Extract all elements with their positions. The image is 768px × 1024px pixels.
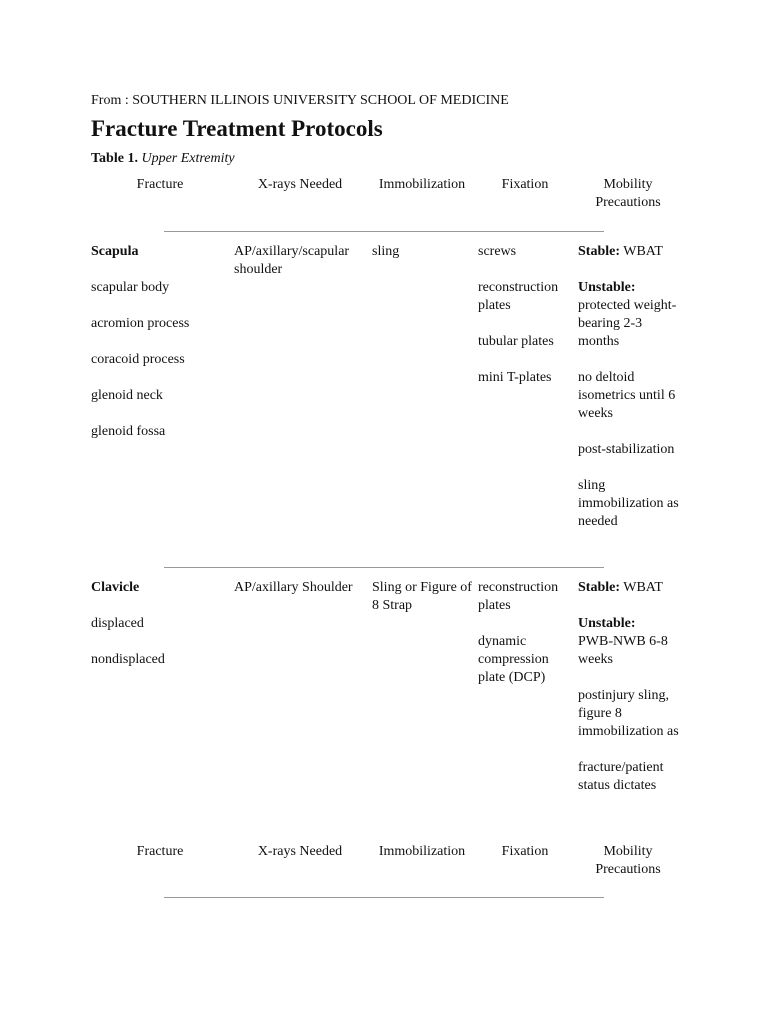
immobilization-cell: sling [372,244,400,259]
mobility-note: post-stabilization [578,442,675,457]
fracture-subtype: displaced [91,616,144,631]
mobility-note: no deltoid isometrics until 6 weeks [578,370,676,421]
fracture-name: Scapula [91,244,139,259]
mobility-cell [578,579,682,795]
header-fracture: Fracture [136,844,184,859]
fracture-subtype: acromion process [91,316,190,331]
fixation-item: dynamic compression plate (DCP) [478,634,549,685]
mobility-note: postinjury sling, figure 8 immobilization as [578,688,679,739]
header-fixation: Fixation [501,177,549,192]
unstable-text: PWB-NWB 6-8 weeks [578,634,668,667]
unstable-label: Unstable: [578,280,636,295]
fixation-cell [478,579,570,687]
unstable-label: Unstable: [578,616,636,631]
stable-text: WBAT [623,580,663,595]
table-caption-label: Table 1. [91,151,138,166]
xrays-cell: AP/axillary Shoulder [234,580,353,595]
header-fracture: Fracture [136,177,184,192]
table-row-clavicle-fracture [91,579,226,669]
stable-text: WBAT [623,244,663,259]
unstable-text: protected weight-bearing 2-3 months [578,298,677,349]
fixation-item: mini T-plates [478,370,552,385]
xrays-cell: AP/axillary/scapular shoulder [234,244,350,277]
header-immobilization: Immobilization [378,177,466,192]
fracture-subtype: scapular body [91,280,170,295]
mobility-note: sling immobilization as needed [578,478,679,529]
fracture-name: Clavicle [91,580,140,595]
table-caption-text: Upper Extremity [141,151,235,166]
fixation-item: screws [478,244,517,259]
row-divider [164,567,604,568]
mobility-stable [578,243,682,261]
source-line: From : SOUTHERN ILLINOIS UNIVERSITY SCHOOL OF MEDICINE [91,93,509,108]
fracture-subtype: glenoid fossa [91,424,166,439]
fixation-cell [478,243,570,387]
fixation-item: tubular plates [478,334,554,349]
stable-label: Stable: [578,244,620,259]
table-row-scapula-fracture [91,243,226,441]
header-mobility: Mobility Precautions [595,844,661,877]
fracture-subtype: nondisplaced [91,652,165,667]
header-mobility: Mobility Precautions [595,177,661,210]
header-xrays: X-rays Needed [257,844,343,859]
mobility-cell [578,243,682,531]
fixation-item: reconstruction plates [478,280,559,313]
fracture-subtype: glenoid neck [91,388,163,403]
header-divider [164,231,604,232]
header-xrays: X-rays Needed [257,177,343,192]
mobility-stable [578,579,682,597]
header-immobilization: Immobilization [378,844,466,859]
fracture-subtype: coracoid process [91,352,185,367]
table-caption [91,151,235,167]
header-divider [164,897,604,898]
mobility-unstable [578,279,682,351]
mobility-unstable [578,615,682,669]
stable-label: Stable: [578,580,620,595]
page-title: Fracture Treatment Protocols [91,116,383,141]
fixation-item: reconstruction plates [478,580,559,613]
header-fixation: Fixation [501,844,549,859]
immobilization-cell: Sling or Figure of 8 Strap [372,580,472,613]
mobility-note: fracture/patient status dictates [578,760,664,793]
